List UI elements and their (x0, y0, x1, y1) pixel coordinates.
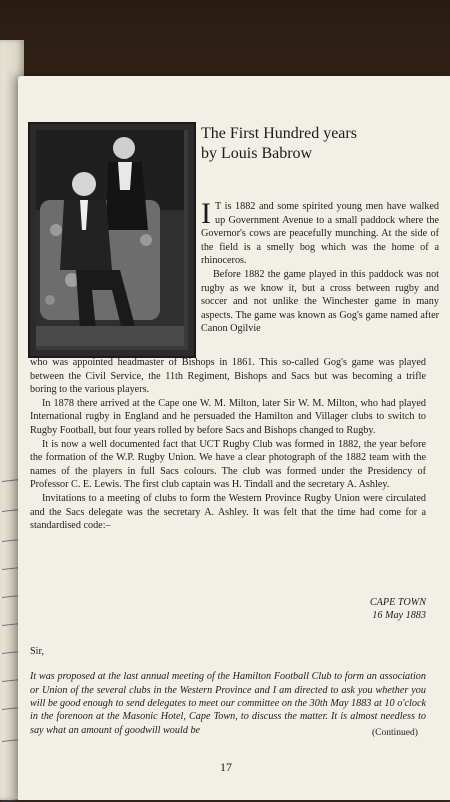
paragraph-1 (201, 197, 439, 268)
letter-place: CAPE TOWN (369, 597, 426, 608)
paragraph-1-text: T is 1882 and some spirited young men have walked up Government Avenue to a small paddock where the Governor's cows are peacefully munching. At the side of the field is a smelly bog which was the home of a rhinoceros. (201, 201, 439, 267)
quoted-letter (30, 596, 426, 737)
paragraph-5: Invitations to a meeting of clubs to form the Western Province Rugby Union were circulated and the Sacs delegate was the secretary A. Ashley. It was felt that the time had come for a standardised code:– (30, 492, 426, 532)
paragraph-4: It is now a well documented fact that UCT Rugby Club was formed in 1882, the year before the formation of the W.P. Rugby Union. We have a clear photograph of the 1882 team with the names of the players in full Sacs colours. The club was formed under the Presidency of Professor C. E. Lewis. The first club captain was H. Tindall and the secretary A. Ashley. (30, 438, 426, 491)
letter-body: It was proposed at the last annual meeting of the Hamilton Football Club to form an association or Union of the several clubs in the Western Province and I am directed to ask you whether you will be good enough to send delegates to meet our committee on the 30th May 1883 at 10 o'clock in the forenoon at the Masonic Hotel, Cape Town, to discuss the matter. It is almost needless to say what an amount of goodwill would be (30, 671, 426, 736)
letter-salutation: Sir, (30, 645, 45, 657)
title-author-line: by Louis Babrow (201, 145, 313, 162)
continued-note: (Continued) (372, 728, 418, 738)
portrait-photo (28, 122, 196, 358)
paragraph-3: In 1878 there arrived at the Cape one W. M. Milton, later Sir W. M. Milton, who had played International rugby in England and he persuaded the Hamilton and Villager clubs to switch to Rugby Football, but four years rolled by before Sacs and Bishops changed to Rugby. (30, 397, 426, 436)
letter-date: 16 May 1883 (372, 610, 426, 622)
paragraph-2-start: Before 1882 the game played in this paddock was not rugby as we know it, but a cross between rugby and soccer and not unlike the Winchester game in many aspects. The game was known as Gog's game named after Canon Ogilvie (201, 268, 439, 335)
page-number: 17 (220, 760, 232, 774)
paragraph-2-end: who was appointed headmaster of Bishops in 1861. This so-called Gog's game was played between the Civil Service, the 11th Regiment, Bishops and Sacs but was becoming a trifle boring to the various players. (30, 357, 426, 396)
article-column-narrow (201, 197, 439, 336)
article-column-wide (30, 356, 426, 533)
article-title (201, 124, 441, 164)
drop-cap: I (201, 197, 211, 230)
title-line-1: The First Hundred years (201, 125, 357, 142)
couple-photo-illustration (36, 130, 184, 346)
photo-image (36, 130, 188, 350)
